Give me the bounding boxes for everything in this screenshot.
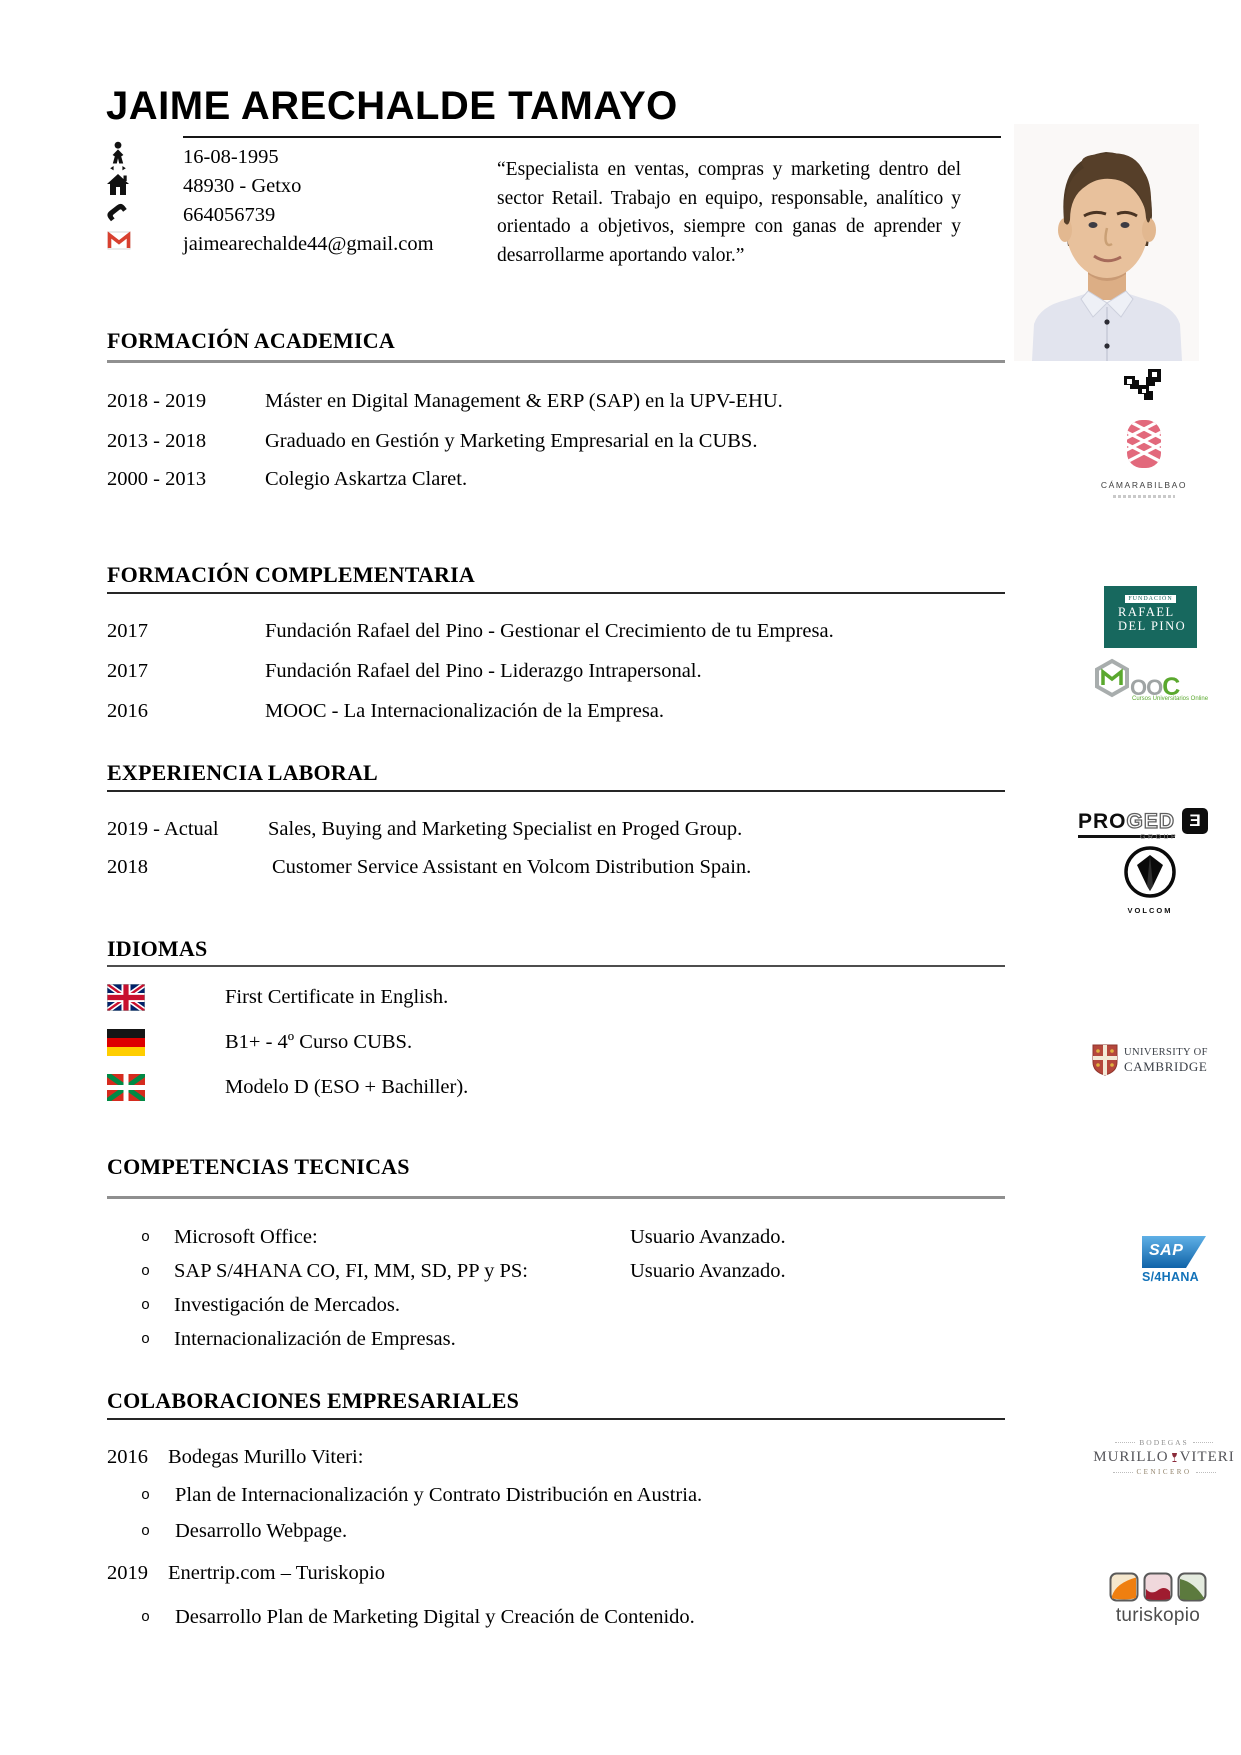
section-rule — [107, 790, 1005, 792]
wine-glass-icon — [1171, 1452, 1178, 1463]
entry-period: 2018 — [107, 856, 148, 878]
proged-logo — [1078, 810, 1214, 841]
entry-period: 2018 - 2019 — [107, 390, 207, 412]
header-divider — [183, 136, 1001, 138]
section-title-competencias: COMPETENCIAS TECNICAS — [107, 1154, 410, 1179]
entry-text: Customer Service Assistant en Volcom Distribution Spain. — [272, 856, 752, 878]
sap-s4hana-logo — [1142, 1236, 1206, 1284]
proged-group: GROUP — [1140, 834, 1179, 841]
section-rule — [107, 1418, 1005, 1420]
turiskopio-square-red — [1143, 1572, 1173, 1602]
bullet-marker: o — [141, 1487, 151, 1504]
page-title: JAIME ARECHALDE TAMAYO — [106, 84, 678, 128]
entry-period: 2016 — [107, 700, 148, 722]
skill-level: Usuario Avanzado. — [630, 1260, 786, 1282]
murillo-bodegas: BODEGAS — [1139, 1438, 1189, 1447]
cambridge-line2: CAMBRIDGE — [1124, 1058, 1208, 1074]
language-text: B1+ - 4º Curso CUBS. — [225, 1031, 413, 1053]
cambridge-line1: UNIVERSITY OF — [1124, 1046, 1208, 1058]
rafael-del-pino-line1: RAFAEL — [1118, 605, 1175, 619]
upv-ehu-logo — [1121, 366, 1167, 407]
mooc-logo — [1094, 658, 1234, 702]
entry-text: Sales, Buying and Marketing Specialist en Proged Group. — [268, 818, 743, 840]
bullet-marker: o — [141, 1229, 151, 1246]
collab-item-text: Desarrollo Webpage. — [175, 1520, 348, 1542]
cambridge-logo — [1092, 1044, 1208, 1076]
uk-flag-icon — [107, 984, 145, 1016]
section-rule — [107, 1196, 1005, 1199]
turiskopio-square-green — [1177, 1572, 1207, 1602]
gmail-icon — [104, 231, 134, 255]
proged-ged: GED — [1126, 810, 1176, 833]
section-rule — [107, 592, 1005, 594]
contact-birthdate: 16-08-1995 — [183, 146, 279, 168]
bullet-marker: o — [141, 1297, 151, 1314]
entry-text: Graduado en Gestión y Marketing Empresarial en la CUBS. — [265, 430, 758, 452]
entry-period: 2000 - 2013 — [107, 468, 207, 490]
bullet-marker: o — [141, 1523, 151, 1540]
collab-year: 2019 — [107, 1562, 148, 1584]
section-rule — [107, 360, 1005, 363]
entry-text: MOOC - La Internacionalización de la Empresa. — [265, 700, 665, 722]
skill-text: Internacionalización de Empresas. — [174, 1328, 456, 1350]
proged-pro: PRO — [1078, 810, 1127, 833]
skill-text: SAP S/4HANA CO, FI, MM, SD, PP y PS: — [174, 1260, 528, 1282]
section-title-academica: FORMACIÓN ACADEMICA — [107, 328, 395, 353]
sap-product: S/4HANA — [1142, 1270, 1199, 1284]
turiskopio-square-orange — [1109, 1572, 1139, 1602]
section-title-colaboraciones: COLABORACIONES EMPRESARIALES — [107, 1388, 520, 1413]
sap-brand: SAP — [1149, 1242, 1184, 1259]
camara-bilbao-label: CÁMARABILBAO — [1100, 480, 1188, 490]
contact-address: 48930 - Getxo — [183, 175, 302, 197]
volcom-logo — [1120, 844, 1180, 915]
profile-quote: “Especialista en ventas, compras y marketing dentro del sector Retail. Trabajo en equipo, responsable, analítico y orientado a objetivos, siempre con ganas de aprender y desarrollarme aportando valor.” — [497, 159, 961, 266]
bullet-marker: o — [141, 1331, 151, 1348]
contact-email: jaimearechalde44@gmail.com — [183, 233, 434, 255]
rafael-del-pino-logo — [1104, 586, 1197, 648]
volcom-label: VOLCOM — [1127, 906, 1173, 915]
section-title-complementaria: FORMACIÓN COMPLEMENTARIA — [107, 562, 475, 587]
entry-text: Colegio Askartza Claret. — [265, 468, 468, 490]
collab-year: 2016 — [107, 1446, 148, 1468]
mooc-c: C — [1162, 673, 1181, 701]
mooc-letters: OO — [1130, 675, 1163, 700]
language-text: First Certificate in English. — [225, 986, 449, 1008]
murillo-name2: VITERI — [1179, 1449, 1235, 1465]
mooc-hexagon-icon — [1094, 658, 1130, 698]
entry-period: 2019 - Actual — [107, 818, 219, 840]
cambridge-shield-icon — [1092, 1044, 1118, 1076]
entry-period: 2013 - 2018 — [107, 430, 207, 452]
contact-phone: 664056739 — [183, 204, 276, 226]
language-text: Modelo D (ESO + Bachiller). — [225, 1076, 469, 1098]
collab-item-text: Plan de Internacionalización y Contrato Distribución en Austria. — [175, 1484, 703, 1506]
camara-bilbao-logo — [1088, 418, 1200, 498]
rafael-del-pino-top: FUNDACIÓN — [1125, 595, 1175, 603]
section-title-experiencia: EXPERIENCIA LABORAL — [107, 760, 378, 785]
collab-heading: Enertrip.com – Turiskopio — [168, 1562, 385, 1584]
entry-text: Máster en Digital Management & ERP (SAP) en la UPV-EHU. — [265, 390, 783, 412]
collab-heading: Bodegas Murillo Viteri: — [168, 1446, 364, 1468]
basque-flag-icon — [107, 1074, 145, 1106]
mooc-subtext: Cursos Universitarios Online — [1132, 696, 1209, 702]
entry-period: 2017 — [107, 620, 148, 642]
profile-photo — [1014, 124, 1199, 366]
entry-text: Fundación Rafael del Pino - Gestionar el Crecimiento de tu Empresa. — [265, 620, 834, 642]
entry-period: 2017 — [107, 660, 148, 682]
germany-flag-icon — [107, 1029, 145, 1061]
section-title-idiomas: IDIOMAS — [107, 936, 208, 961]
rafael-del-pino-line2: DEL PINO — [1118, 619, 1187, 633]
turiskopio-logo — [1106, 1572, 1210, 1627]
bullet-marker: o — [141, 1263, 151, 1280]
home-icon — [103, 171, 133, 202]
section-rule — [107, 965, 1005, 967]
murillo-viteri-logo — [1088, 1438, 1240, 1476]
entry-text: Fundación Rafael del Pino - Liderazgo Intrapersonal. — [265, 660, 702, 682]
phone-icon — [103, 200, 133, 233]
camara-bilbao-subtext — [1113, 495, 1175, 498]
bullet-marker: o — [141, 1609, 151, 1626]
murillo-cenicero: CENICERO — [1136, 1468, 1192, 1476]
proged-d-icon: Ǝ — [1182, 808, 1208, 834]
collab-item-text: Desarrollo Plan de Marketing Digital y Creación de Contenido. — [175, 1606, 695, 1628]
skill-text: Investigación de Mercados. — [174, 1294, 400, 1316]
skill-text: Microsoft Office: — [174, 1226, 318, 1248]
turiskopio-label: turiskopio — [1115, 1605, 1201, 1626]
murillo-name1: MURILLO — [1093, 1449, 1169, 1465]
skill-level: Usuario Avanzado. — [630, 1226, 786, 1248]
